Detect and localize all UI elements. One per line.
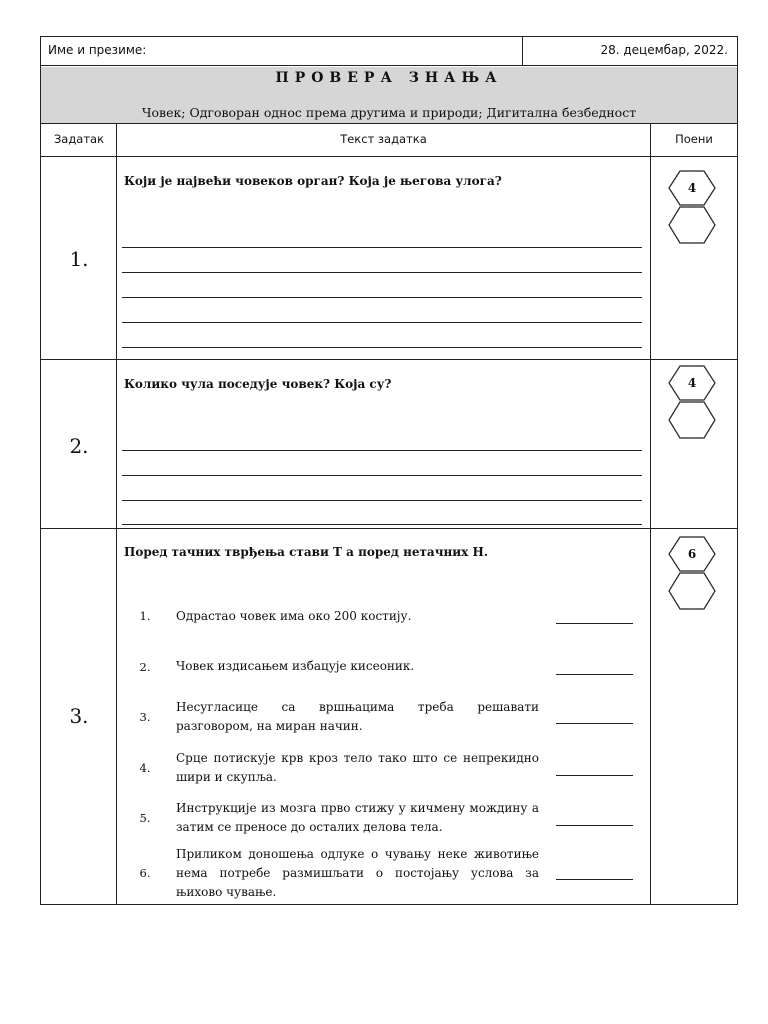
answer-line[interactable] xyxy=(122,475,642,476)
task-question: Поред тачних тврђења стави Т а поред нетачних Н. xyxy=(124,545,489,559)
statement-number: 1. xyxy=(139,609,151,623)
task-number: 2. xyxy=(69,434,89,458)
column-header-points: Поени xyxy=(675,132,713,146)
answer-blank[interactable] xyxy=(556,723,633,724)
points-value: 6 xyxy=(687,547,697,561)
answer-blank[interactable] xyxy=(556,825,633,826)
answer-line[interactable] xyxy=(122,524,642,525)
answer-blank[interactable] xyxy=(556,775,633,776)
statement-text: Човек издисањем избацује кисеоник. xyxy=(176,659,415,673)
answer-blank[interactable] xyxy=(556,879,633,880)
name-label: Име и презиме: xyxy=(48,43,147,57)
header-divider xyxy=(522,36,523,66)
points-hexagons xyxy=(668,170,716,244)
task-number: 3. xyxy=(69,704,89,728)
points-value: 4 xyxy=(687,181,697,195)
statement-text: Одрастао човек има око 200 костију. xyxy=(176,609,412,623)
statement-text: Срце потискује крв кроз тело тако што се непрекидно шири и скупља. xyxy=(176,751,539,784)
statement-number: 6. xyxy=(139,866,151,880)
answer-line[interactable] xyxy=(122,297,642,298)
answer-line[interactable] xyxy=(122,500,642,501)
answer-blank[interactable] xyxy=(556,623,633,624)
task-question: Који је највећи човеков орган? Која је његова улога? xyxy=(124,174,502,188)
answer-line[interactable] xyxy=(122,450,642,451)
column-header-text: Текст задатка xyxy=(340,132,427,146)
page-title: ПРОВЕРА ЗНАЊА xyxy=(275,70,503,86)
answer-line[interactable] xyxy=(122,347,642,348)
answer-blank[interactable] xyxy=(556,674,633,675)
task-number: 1. xyxy=(69,247,89,271)
task-question: Колико чула поседује човек? Која су? xyxy=(124,377,392,391)
statement-number: 3. xyxy=(139,710,151,724)
statement-text: Инструкције из мозга прво стижу у кичмену мождину а затим се преносе до осталих делова тела. xyxy=(176,801,539,834)
statement-number: 5. xyxy=(139,811,151,825)
statement-text: Несугласице са вршњацима треба решавати разговором, на миран начин. xyxy=(176,700,539,733)
statement-text: Приликом доношења одлуке о чувању неке животиње нема потребе размишљати о постојању услова за њихово чување. xyxy=(176,847,539,899)
row-separator-2 xyxy=(40,528,738,529)
column-header-task: Задатак xyxy=(53,132,105,146)
points-hexagons xyxy=(668,365,716,439)
answer-line[interactable] xyxy=(122,272,642,273)
statement-number: 4. xyxy=(139,761,151,775)
points-hexagons xyxy=(668,536,716,610)
page-subtitle: Човек; Одговоран однос према другима и природи; Дигитална безбедност xyxy=(141,105,637,120)
answer-line[interactable] xyxy=(122,247,642,248)
header-row-bottom-line xyxy=(40,156,738,157)
date-text: 28. децембар, 2022. xyxy=(600,43,728,57)
statement-number: 2. xyxy=(139,660,151,674)
points-value: 4 xyxy=(687,376,697,390)
column-divider-right xyxy=(650,123,651,905)
title-bottom-line xyxy=(40,123,738,124)
answer-line[interactable] xyxy=(122,322,642,323)
header-bottom-line xyxy=(40,65,738,66)
row-separator-1 xyxy=(40,359,738,360)
column-divider-left xyxy=(116,123,117,905)
